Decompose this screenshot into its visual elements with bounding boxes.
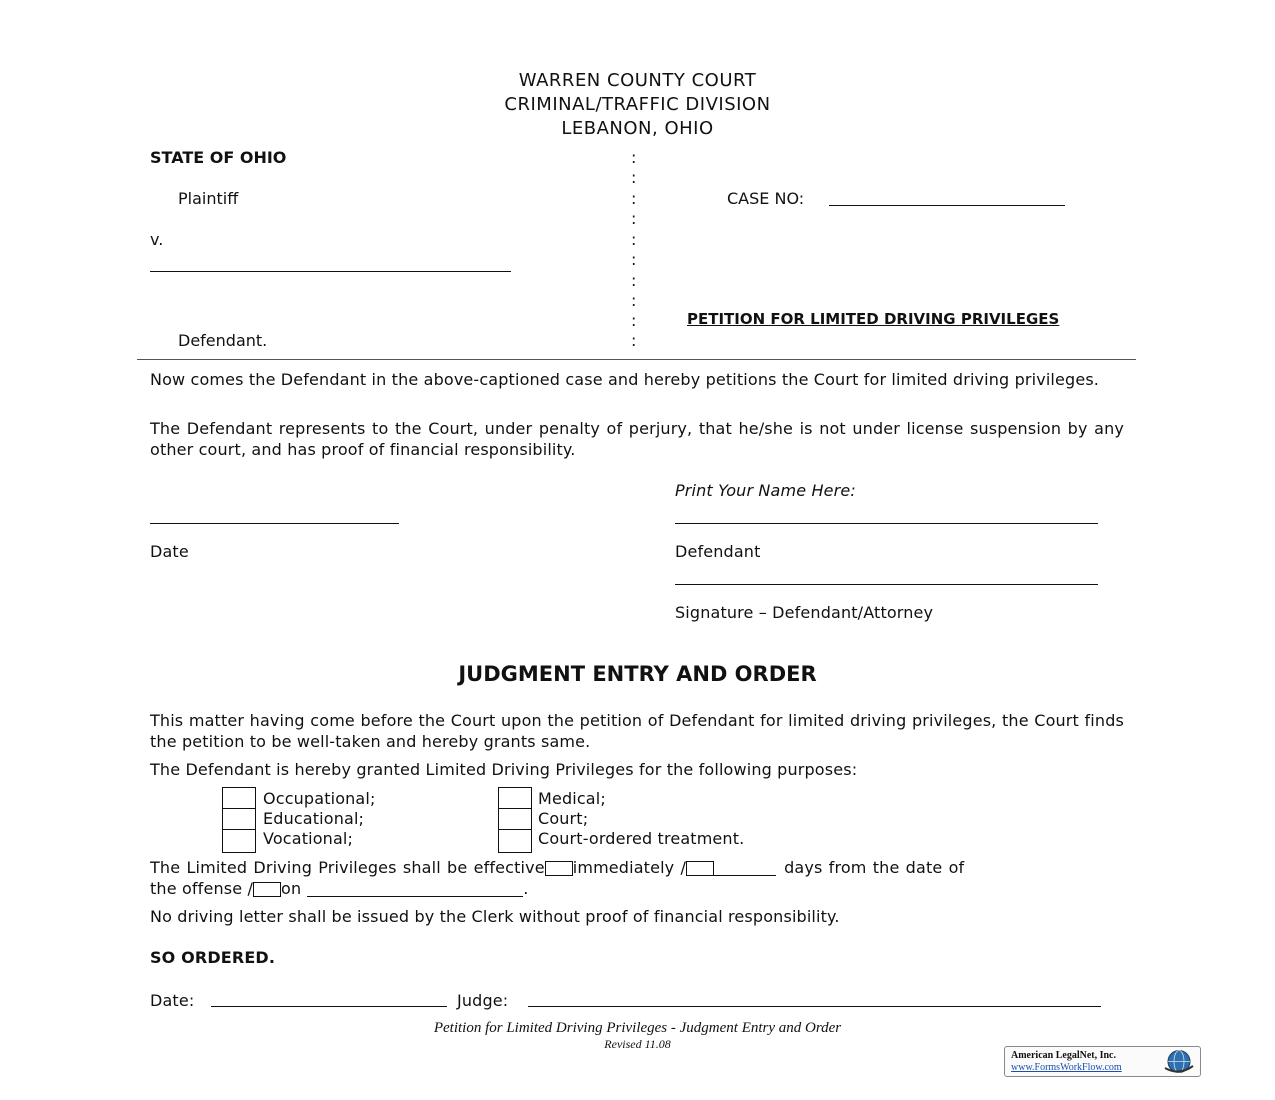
medical-checkbox[interactable] [498,787,532,808]
purpose-occupational: Occupational; [263,789,376,808]
vocational-checkbox[interactable] [222,829,256,850]
case-no-field[interactable] [829,191,1065,206]
signature-field[interactable] [675,584,1098,585]
judgment-paragraph-1: This matter having come before the Court upon the petition of Defendant for limited driving privileges, the Court finds the petition to be well-taken and hereby grants same. [150,711,1124,751]
defendant-name-field[interactable] [675,523,1098,524]
defendant-name-line[interactable] [150,271,511,272]
days-checkbox[interactable] [686,861,714,876]
petition-title: PETITION FOR LIMITED DRIVING PRIVILEGES [687,310,1060,328]
judgment-title: JUDGMENT ENTRY AND ORDER [458,662,817,686]
caption-colon: : [631,148,637,167]
educational-checkbox[interactable] [222,808,256,829]
purpose-educational: Educational; [263,809,365,828]
purpose-court: Court; [538,809,589,828]
caption-colon: : [631,189,637,208]
on-text: on [281,879,302,898]
date-signature-line[interactable] [150,523,399,524]
date-label: Date [150,542,189,561]
caption-colon: : [631,250,637,269]
effective-clause-2 [150,878,528,899]
defendant-label: Defendant. [178,331,268,350]
purpose-medical: Medical; [538,789,606,808]
plaintiff-label: Plaintiff [178,189,239,208]
footer-revised: Revised 11.08 [604,1037,671,1051]
days-text: days from the date of [784,858,965,877]
effective-clause [150,857,964,878]
on-date-checkbox[interactable] [253,882,281,897]
judgment-paragraph-2: The Defendant is hereby granted Limited Driving Privileges for the following purposes: [150,760,858,779]
court-ordered-treatment-checkbox[interactable] [498,829,532,850]
caption-colon: : [631,209,637,228]
no-letter-text: No driving letter shall be issued by the Clerk without proof of financial responsibility. [150,907,840,926]
order-date-label: Date: [150,991,195,1010]
offense-text: the offense / [150,879,253,898]
purpose-court-ordered-treatment: Court-ordered treatment. [538,829,745,848]
petition-paragraph-2: The Defendant represents to the Court, under penalty of perjury, that he/she is not under license suspension by any other court, and has proof of financial responsibility. [150,419,1124,459]
caption-colon: : [631,168,637,187]
state-of-ohio: STATE OF OHIO [150,148,287,167]
so-ordered: SO ORDERED. [150,948,276,967]
occupational-checkbox[interactable] [222,787,256,808]
caption-colon: : [631,271,637,290]
court-location: LEBANON, OHIO [561,118,714,139]
case-no-label: CASE NO: [727,189,805,208]
order-date-field[interactable] [211,992,447,1007]
court-checkbox[interactable] [498,808,532,829]
logo-company: American LegalNet, Inc. [1011,1050,1116,1061]
petition-paragraph-1: Now comes the Defendant in the above-captioned case and hereby petitions the Court for limited driving privileges. [150,370,1100,389]
globe-icon [1161,1048,1197,1075]
caption-divider [137,359,1136,360]
period: . [523,879,529,898]
signature-label: Signature – Defendant/Attorney [675,603,934,622]
days-field[interactable] [714,861,776,876]
caption-colon: : [631,291,637,310]
caption-colon: : [631,230,637,249]
purpose-vocational: Vocational; [263,829,354,848]
judge-label: Judge: [457,991,509,1010]
caption-colon: : [631,331,637,350]
logo-url[interactable]: www.FormsWorkFlow.com [1011,1062,1122,1073]
on-date-field[interactable] [307,882,523,897]
court-division: CRIMINAL/TRAFFIC DIVISION [504,94,771,115]
print-name-label: Print Your Name Here: [675,481,856,500]
immediately-text: immediately / [572,858,687,877]
defendant-signature-label: Defendant [675,542,761,561]
caption-colon: : [631,311,637,330]
versus-label: v. [150,230,164,249]
immediately-checkbox[interactable] [545,861,573,876]
court-name: WARREN COUNTY COURT [518,70,757,91]
effective-text: The Limited Driving Privileges shall be effective [150,858,545,877]
footer-title: Petition for Limited Driving Privileges - Judgment Entry and Order [433,1020,842,1036]
judge-signature-field[interactable] [528,992,1101,1007]
legalnet-logo[interactable] [1004,1046,1201,1077]
